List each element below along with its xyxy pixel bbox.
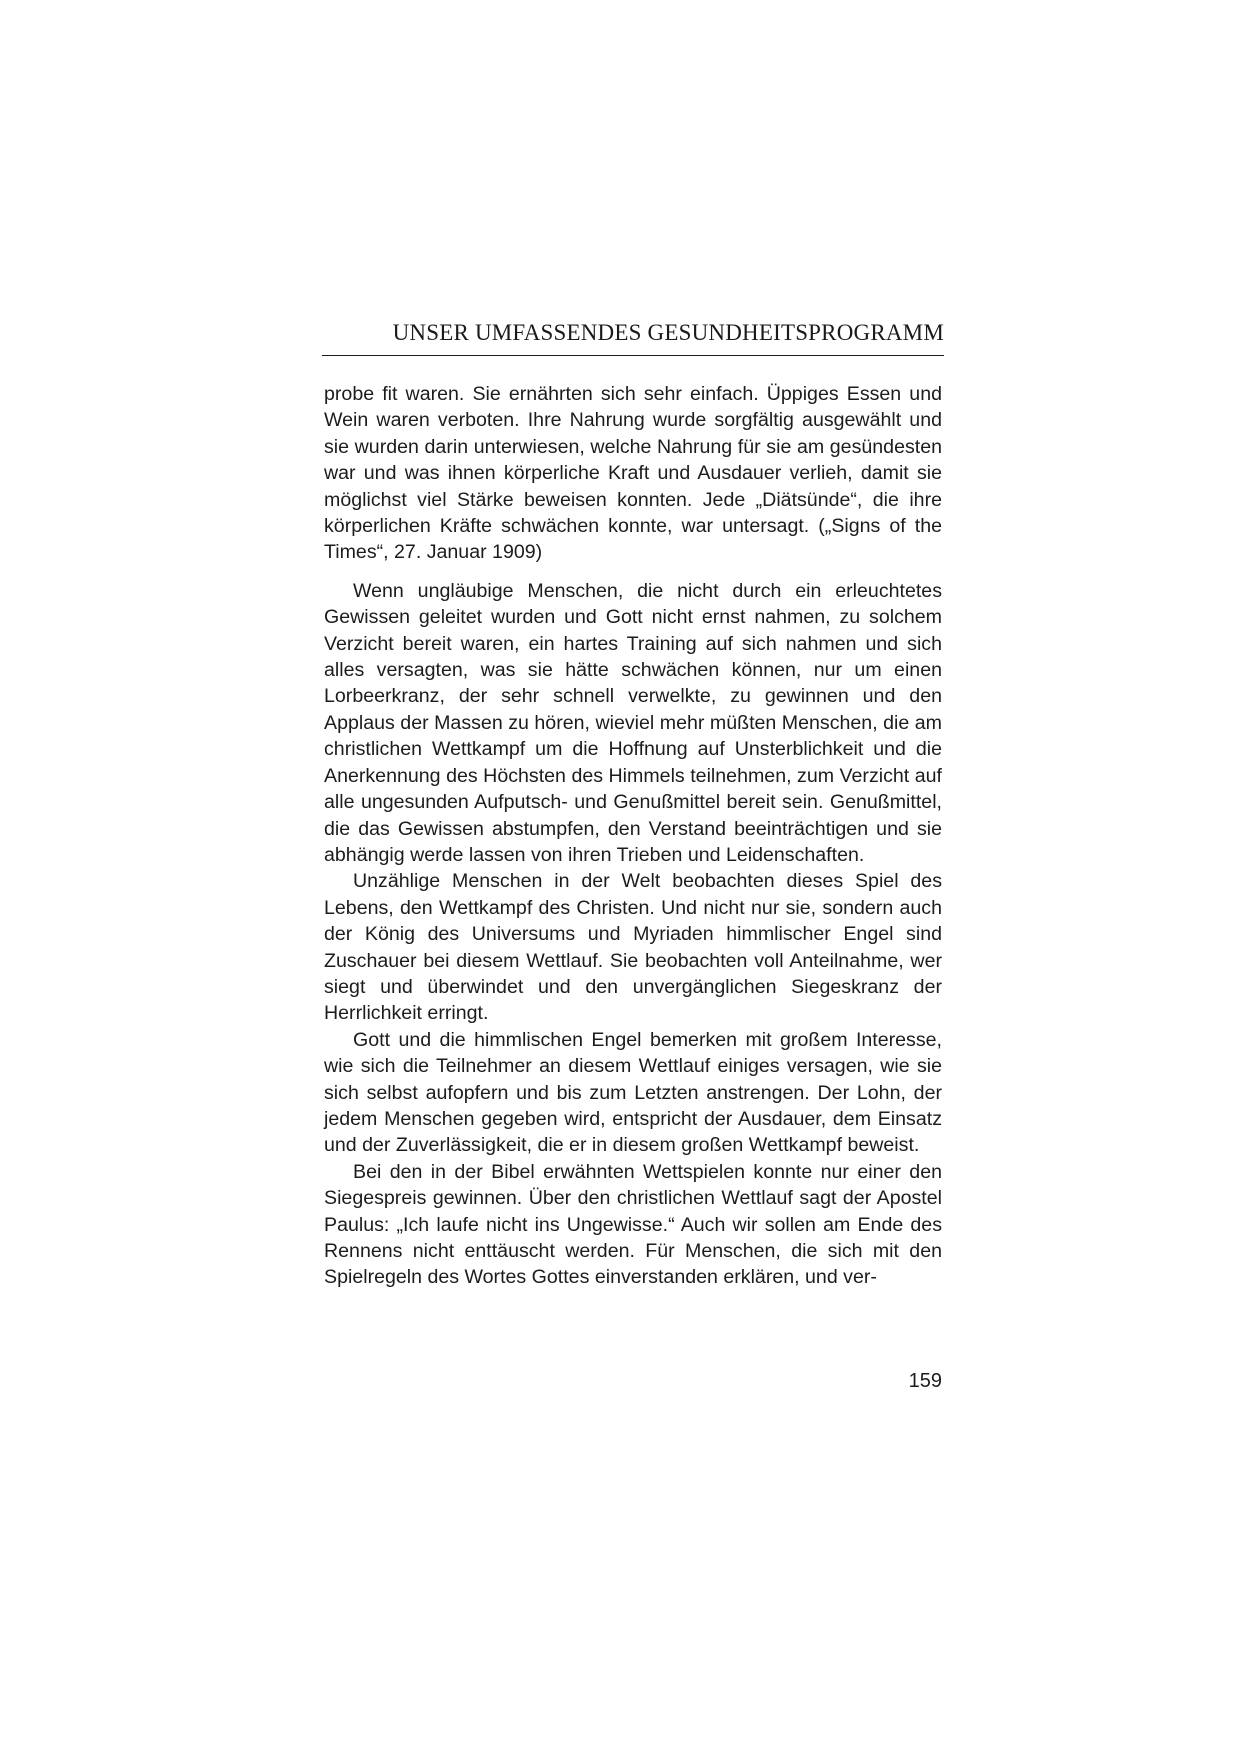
paragraph: Bei den in der Bibel erwähnten Wettspielen konnte nur einer den Siegespreis gewinnen. Über den christlichen Wettlauf sagt der Apostel Paulus: „Ich laufe nicht ins Ungewisse.“ Auch wir sollen am Ende des Rennens nicht enttäuscht werden. Für Menschen, die sich mit den Spielregeln des Wortes Gottes einverstanden erklären, und ver- — [324, 1160, 942, 1289]
paragraph: Wenn ungläubige Menschen, die nicht durch ein erleuchtetes Gewissen geleitet wurden und Gott nicht ernst nahmen, zu solchem Verzicht bereit waren, ein hartes Training auf sich nahmen und sich alles versagten, was sie hätte schwächen können, nur um einen Lorbeerkranz, der sehr schnell verwelkte, zu gewinnen und den Applaus der Massen zu hören, wieviel mehr müßten Menschen, die am christlichen Wettkampf um die Hoffnung auf Unsterblichkeit und die Anerkennung des Höchsten des Himmels teilnehmen, zum Verzicht auf alle ungesunden Aufputsch- und Genußmittel bereit sein. Genußmittel, die das Gewissen abstumpfen, den Verstand beeinträchtigen und sie abhängig werde lassen von ihren Trieben und Leidenschaften. — [324, 579, 942, 866]
running-head: UNSER UMFASSENDES GESUNDHEITSPROGRAMM — [392, 320, 944, 345]
header-rule — [322, 355, 944, 356]
paragraph: Unzählige Menschen in der Welt beobachten dieses Spiel des Lebens, den Wettkampf des Christen. Und nicht nur sie, sondern auch der König des Universums und Myriaden himmlischer Engel sind Zuschauer bei diesem Wettlauf. Sie beobachten voll Anteilnahme, wer siegt und überwindet und den unvergänglichen Siegeskranz der Herrlichkeit erringt. — [324, 870, 942, 1025]
page-number: 159 — [908, 1370, 942, 1392]
paragraph: Gott und die himmlischen Engel bemerken mit großem Interesse, wie sich die Teilnehmer an diesem Wettlauf einiges versagen, wie sie sich selbst aufopfern und bis zum Letzten anstrengen. Der Lohn, der jedem Menschen gegeben wird, entspricht der Ausdauer, dem Einsatz und der Zuverlässigkeit, die er in diesem großen Wettkampf beweist. — [324, 1028, 942, 1157]
paragraph-continuation: probe fit waren. Sie ernährten sich sehr einfach. Üppiges Essen und Wein waren verboten. Ihre Nahrung wurde sorgfältig ausgewählt und sie wurden darin unterwiesen, welche Nahrung für sie am gesündesten war und was ihnen körperliche Kraft und Ausdauer verlieh, damit sie möglichst viel Stärke beweisen konnten. Jede „Diätsünde“, die ihre körperlichen Kräfte schwächen konnte, war untersagt. („Signs of the Times“, 27. Januar 1909) — [324, 383, 942, 564]
body-text — [324, 381, 942, 1291]
